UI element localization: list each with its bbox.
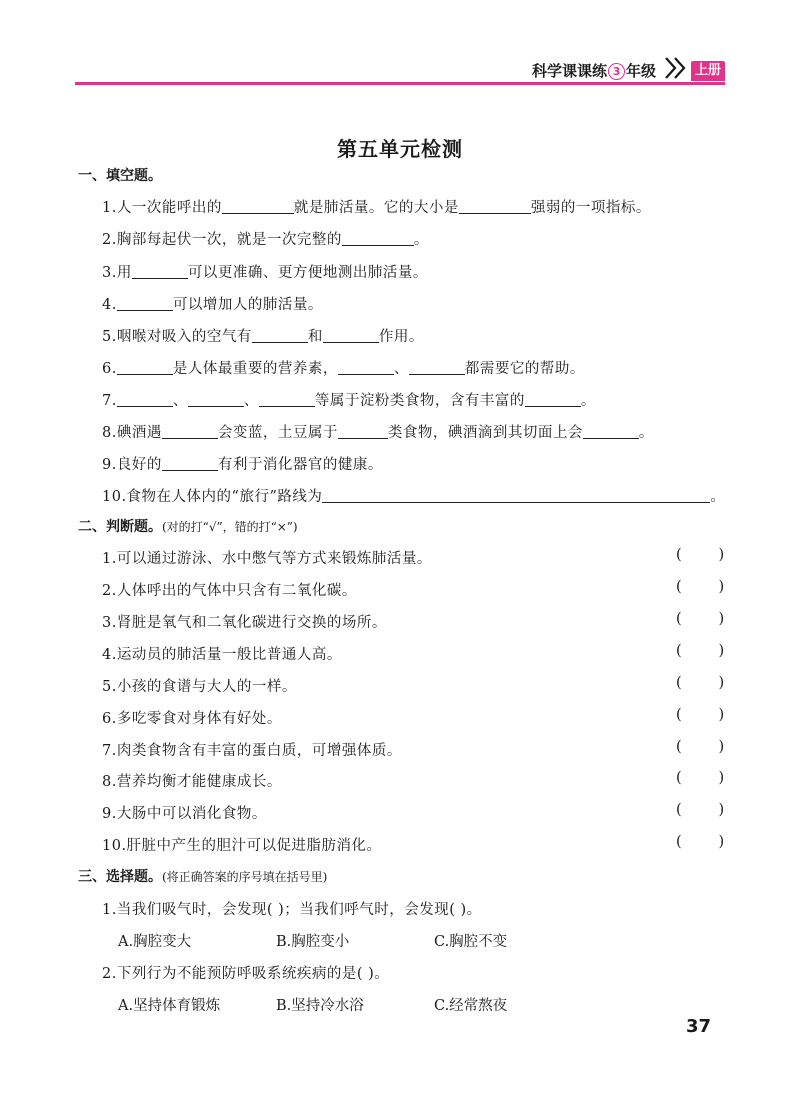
fill-question-4: 4. 可以增加人的肺活量。 <box>102 297 323 313</box>
answer-blank[interactable] <box>117 392 173 407</box>
fill-question-1: 1.人一次能呼出的 就是肺活量。它的大小是 强弱的一项指标。 <box>102 200 651 216</box>
answer-blank[interactable] <box>583 424 639 439</box>
answer-blank[interactable] <box>409 360 465 375</box>
fill-question-8: 8.碘酒遇 会变蓝，土豆属于 类食物，碘酒滴到其切面上会 。 <box>102 425 654 441</box>
choice-option-c[interactable]: C.经常熬夜 <box>434 998 508 1014</box>
judge-question: 3.肾脏是氧气和二氧化碳进行交换的场所。 <box>102 615 387 631</box>
answer-parentheses[interactable]: ( ) <box>676 707 725 723</box>
grade-number-badge: 3 <box>608 63 625 80</box>
answer-parentheses[interactable]: ( ) <box>676 611 725 627</box>
double-chevron-right-icon <box>664 54 690 82</box>
judge-question: 2.人体呼出的气体中只含有二氧化碳。 <box>102 583 357 599</box>
choice-option-b[interactable]: B.胸腔变小 <box>276 934 350 950</box>
judge-question: 5.小孩的食谱与大人的一样。 <box>102 679 297 695</box>
header-grade-label: 年级 <box>626 62 657 80</box>
fill-question-2: 2.胸部每起伏一次，就是一次完整的 。 <box>102 232 429 248</box>
answer-blank[interactable] <box>342 231 414 246</box>
choice-option-c[interactable]: C.胸腔不变 <box>434 934 508 950</box>
answer-blank[interactable] <box>162 456 218 471</box>
answer-blank[interactable] <box>323 328 379 343</box>
fill-question-5: 5.咽喉对吸入的空气有 和 作用。 <box>102 329 424 345</box>
header-term-badge: 上册 <box>691 61 725 81</box>
section-choice-note: (将正确答案的序号填在括号里) <box>162 870 328 884</box>
answer-parentheses[interactable]: ( ) <box>676 802 725 818</box>
judge-question: 9.大肠中可以消化食物。 <box>102 806 267 822</box>
answer-parentheses[interactable]: ( ) <box>676 675 725 691</box>
fill-question-6: 6. 是人体最重要的营养素， 、 都需要它的帮助。 <box>102 361 585 377</box>
answer-blank[interactable] <box>188 392 244 407</box>
section-fill-blank-heading: 一、填空题。 <box>78 168 162 184</box>
page-number: 37 <box>686 1016 712 1037</box>
answer-blank[interactable] <box>117 296 173 311</box>
judge-question: 6.多吃零食对身体有好处。 <box>102 711 282 727</box>
page-title: 第五单元检测 <box>337 137 463 161</box>
header-book: 科学课课练 <box>532 62 608 80</box>
answer-blank[interactable] <box>525 392 581 407</box>
answer-blank[interactable] <box>259 392 315 407</box>
choice-option-a[interactable]: A.胸腔变大 <box>118 934 192 950</box>
answer-blank[interactable] <box>338 424 388 439</box>
choice-question-1: 1.当我们吸气时，会发现( )；当我们呼气时，会发现( )。 <box>102 902 482 918</box>
choice-question-2: 2.下列行为不能预防呼吸系统疾病的是( )。 <box>102 966 390 982</box>
header-book-grade <box>532 60 656 81</box>
section-true-false-heading: 二、判断题。(对的打“√”，错的打“×”) <box>78 519 298 535</box>
answer-parentheses[interactable]: ( ) <box>676 579 725 595</box>
answer-parentheses[interactable]: ( ) <box>676 643 725 659</box>
fill-question-3: 3.用 可以更准确、更方便地测出肺活量。 <box>102 265 428 281</box>
answer-blank[interactable] <box>132 264 188 279</box>
section-true-false-note: (对的打“√”，错的打“×”) <box>162 520 298 534</box>
choice-option-a[interactable]: A.坚持体育锻炼 <box>118 998 221 1014</box>
answer-parentheses[interactable]: ( ) <box>676 547 725 563</box>
judge-question: 7.肉类食物含有丰富的蛋白质，可增强体质。 <box>102 743 402 759</box>
answer-blank[interactable] <box>338 360 394 375</box>
answer-parentheses[interactable]: ( ) <box>676 770 725 786</box>
judge-question: 1.可以通过游泳、水中憋气等方式来锻炼肺活量。 <box>102 551 432 567</box>
fill-question-7: 7. 、 、 等属于淀粉类食物，含有丰富的 。 <box>102 393 596 409</box>
answer-parentheses[interactable]: ( ) <box>676 739 725 755</box>
section-choice-heading: 三、选择题。(将正确答案的序号填在括号里) <box>78 869 328 885</box>
judge-question: 4.运动员的肺活量一般比普通人高。 <box>102 647 342 663</box>
judge-question: 8.营养均衡才能健康成长。 <box>102 774 282 790</box>
judge-question: 10.肝脏中产生的胆汁可以促进脂肪消化。 <box>102 838 382 854</box>
fill-question-10: 10.食物在人体内的“旅行”路线为 。 <box>102 489 726 505</box>
answer-blank[interactable] <box>162 424 218 439</box>
answer-blank[interactable] <box>222 199 294 214</box>
answer-parentheses[interactable]: ( ) <box>676 834 725 850</box>
header-divider <box>75 82 725 85</box>
answer-blank[interactable] <box>459 199 531 214</box>
answer-blank[interactable] <box>322 488 710 503</box>
answer-blank[interactable] <box>117 360 173 375</box>
choice-option-b[interactable]: B.坚持冷水浴 <box>276 998 364 1014</box>
fill-question-9: 9.良好的 有利于消化器官的健康。 <box>102 457 383 473</box>
answer-blank[interactable] <box>252 328 308 343</box>
